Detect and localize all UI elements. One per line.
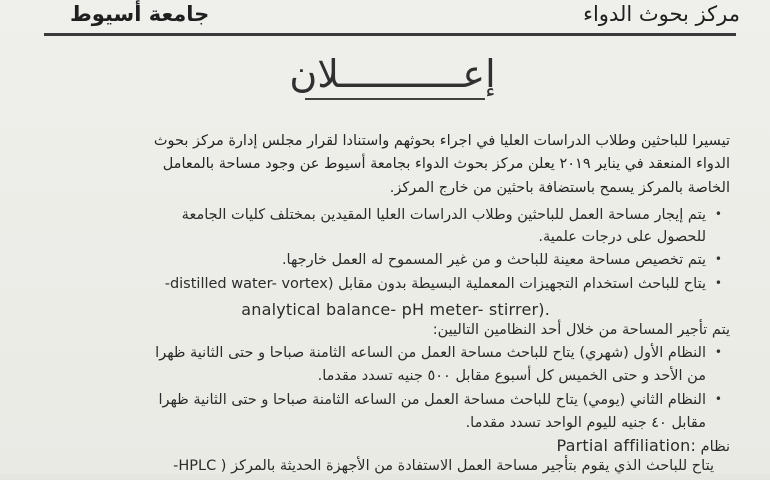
intro-line: الخاصة بالمركز يسمح باستضافة باحثين من خارج المركز. [389,180,730,196]
list-item-text: يتم تخصيص مساحة معينة للباحث و من غير المسموح له العمل خارجها. [281,252,706,268]
bullet-icon: • [714,207,722,221]
list-item-continuation: للحصول على درجات علمية. [538,229,706,245]
list-item [158,392,722,408]
list-item [155,345,722,361]
list-item-text: يتم إيجار مساحة العمل للباحثين وطلاب الدراسات العليا المقيدين بمختلف كليات الجامعة [181,207,706,223]
page-title: إعـــــــــــلان [289,52,496,96]
bullet-icon: • [714,252,722,266]
list-item-text: يتاح للباحث استخدام التجهيزات المعملية البسيطة بدون مقابل (distilled water- vortex- [164,276,706,292]
bullet-icon: • [714,276,722,290]
list-item-text: النظام الأول (شهري) يتاح للباحث مساحة العمل من الساعه الثامنة صباحا و حتى الثانية ظهرا [155,345,706,361]
page-bottom-edge [0,474,770,480]
list-item-continuation: من الأحد و حتى الخميس كل أسبوع مقابل ٥٠٠ جنيه تسدد مقدما. [317,368,706,384]
bullet-icon: • [714,345,722,359]
header-center-name: مركز بحوث الدواء [583,2,740,26]
partial-affiliation-text: يتاح للباحث الذي يقوم بتأجير مساحة العمل الاستفادة من الأجهزة الحديثة بالمركز ( HPLC- [173,458,714,474]
rental-intro: يتم تأجير المساحة من خلال أحد النظامين التاليين: [432,322,730,338]
bullet-icon: • [714,392,722,406]
header-university-name: جامعة أسيوط [70,2,210,26]
intro-line: الدواء المنعقد في يناير ٢٠١٩ يعلن مركز بحوث الدواء بجامعة أسيوط عن وجود مساحة بالمعامل [162,156,730,172]
partial-prefix: نظام [700,439,730,455]
systems-list [90,0,730,480]
partial-label: Partial affiliation: [556,436,697,455]
list-item-continuation: analytical balance- pH meter- stirrer). [241,300,550,319]
partial-affiliation-heading [556,436,730,455]
list-item-text: النظام الثاني (يومي) يتاح للباحث مساحة العمل من الساعه الثامنة صباحا و حتى الثانية ظهرا [158,392,706,408]
list-item-continuation: مقابل ٤٠ جنيه لليوم الواحد تسدد مقدما. [465,415,706,431]
intro-line: تيسيرا للباحثين وطلاب الدراسات العليا في اجراء بحوثهم واستنادا لقرار مجلس إدارة مركز بحوث [153,133,730,149]
